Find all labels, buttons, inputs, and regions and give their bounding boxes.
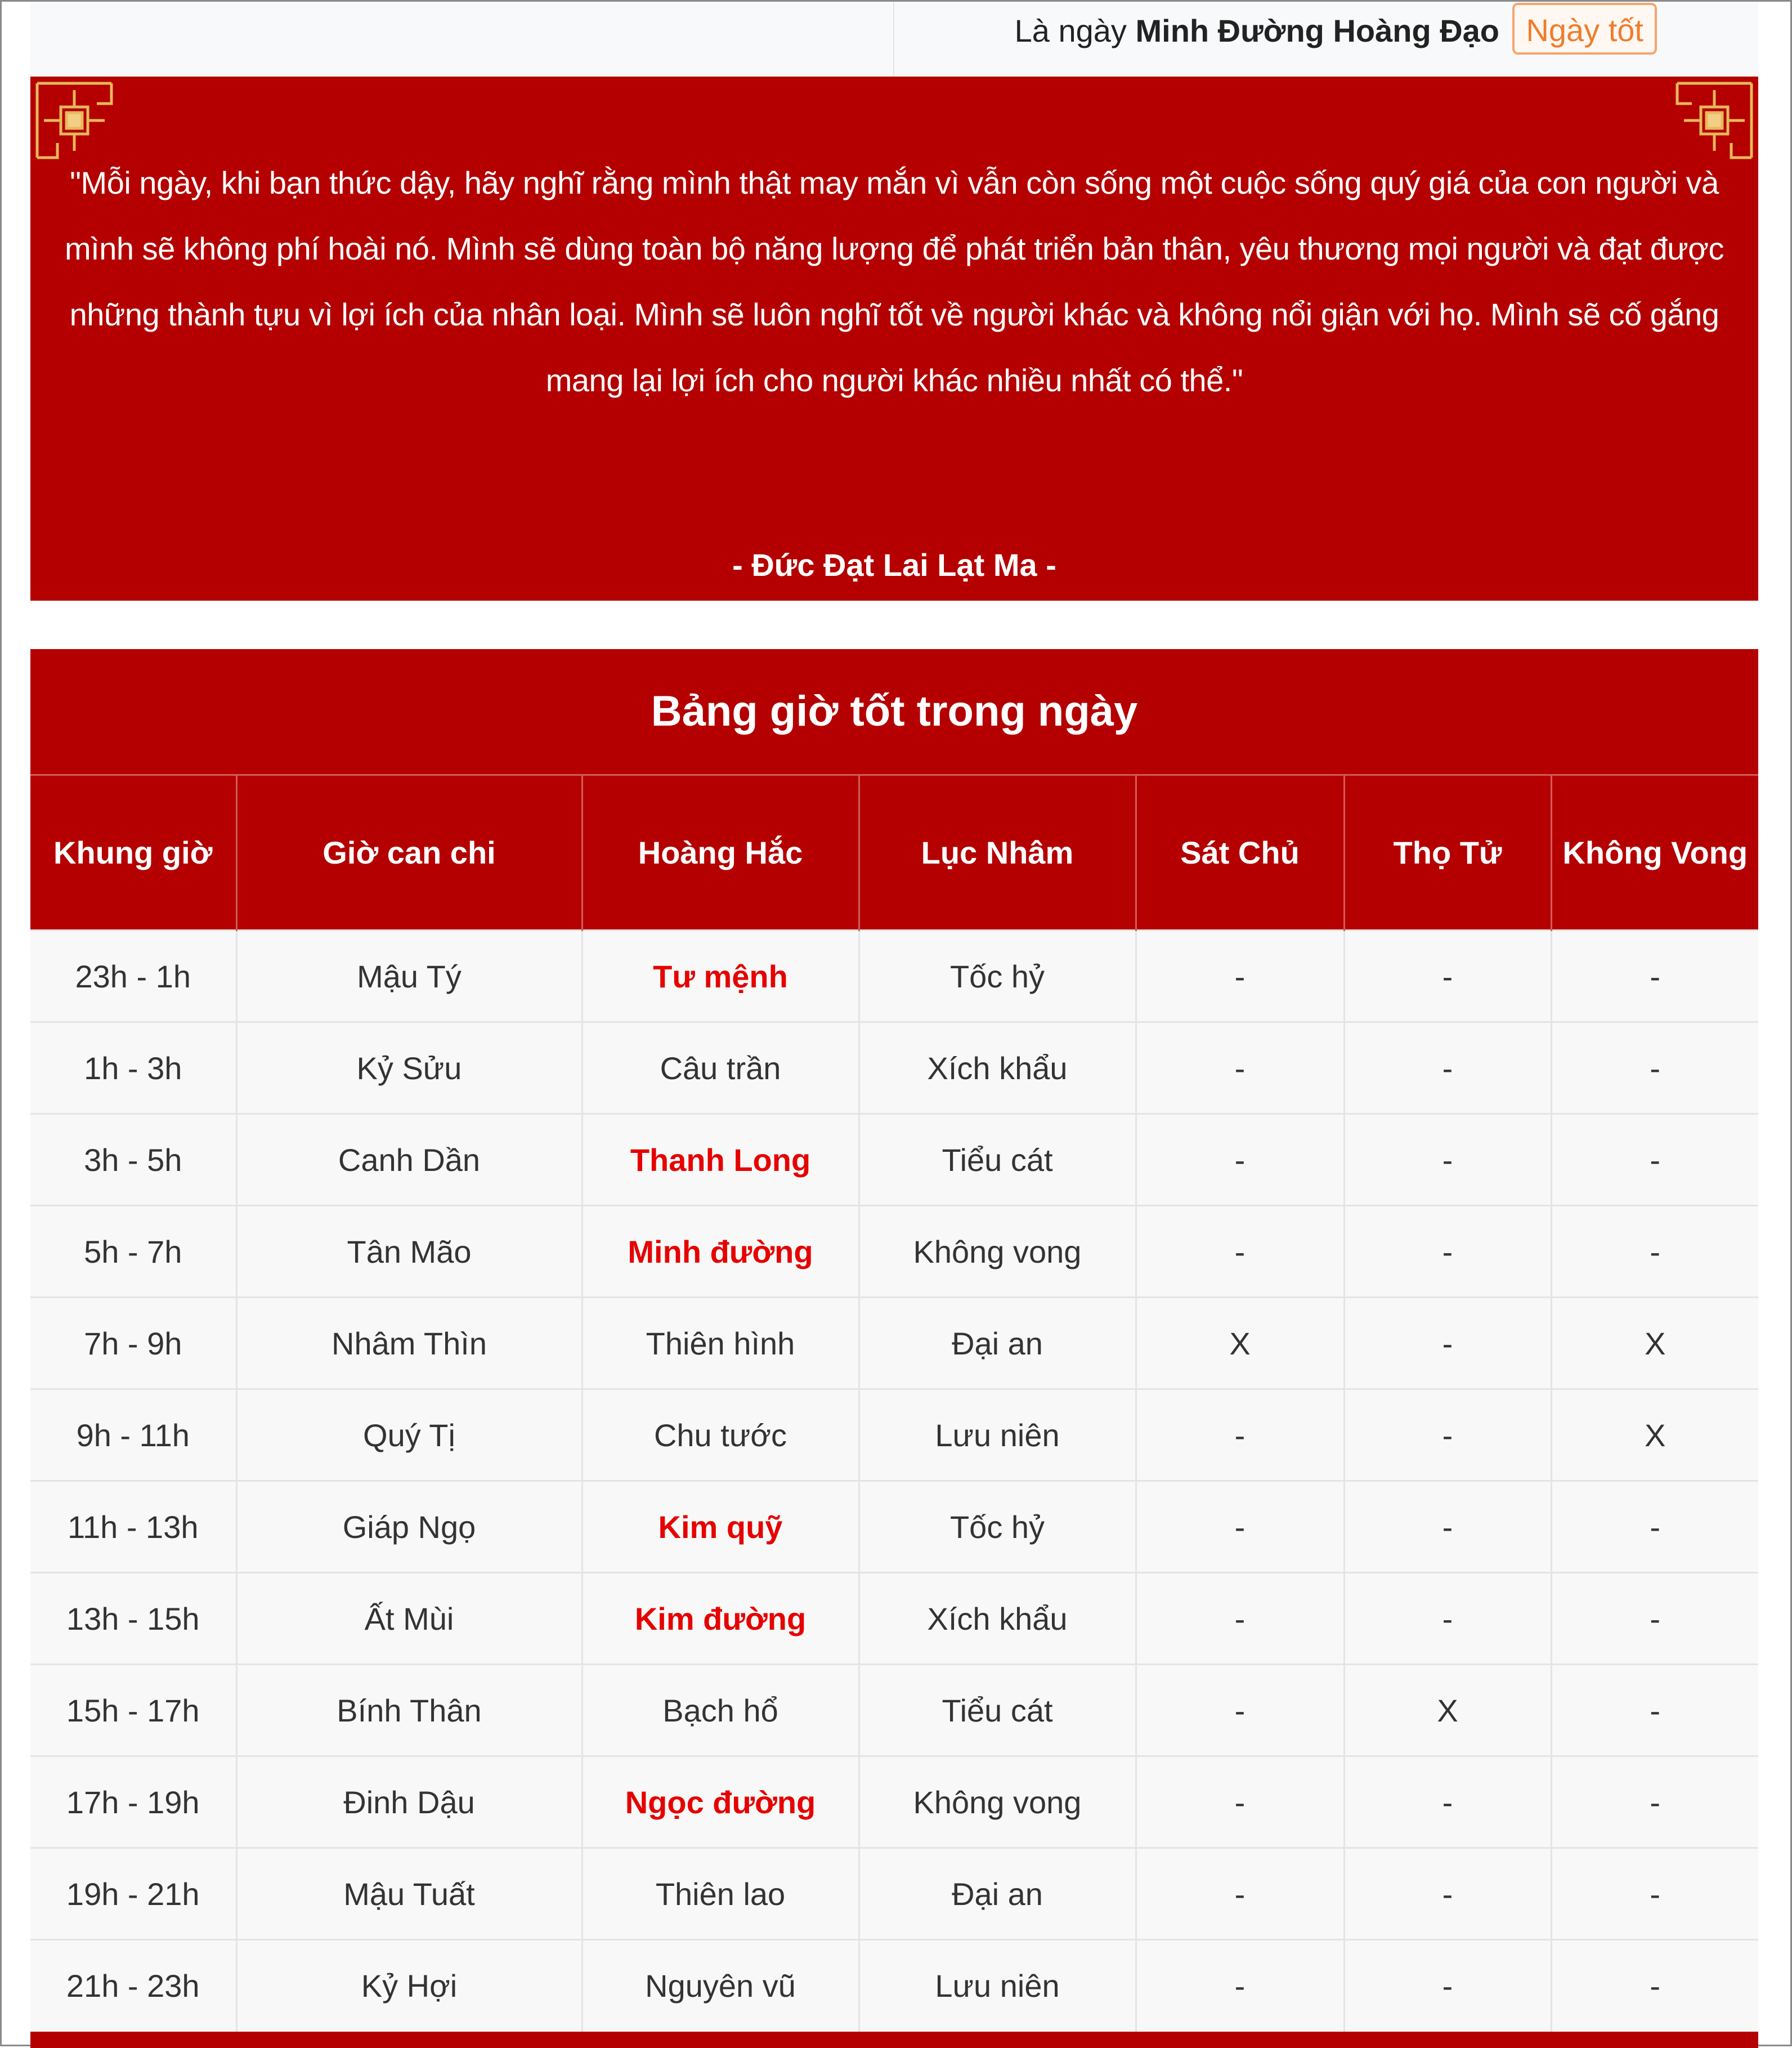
day-info-prefix: Là ngày	[1014, 13, 1136, 48]
cell-hoang-hac: Chu tước	[582, 1389, 859, 1481]
good-day-badge[interactable]: Ngày tốt	[1512, 3, 1657, 55]
cell-sat-chu: -	[1136, 1481, 1344, 1573]
cell-tho-tu: -	[1344, 1573, 1551, 1665]
cell-khong-vong: -	[1551, 1481, 1758, 1573]
table-row	[30, 1756, 1758, 1848]
cell-khong-vong: -	[1551, 1940, 1758, 2032]
cell-can-chi: Ất Mùi	[236, 1573, 582, 1665]
header-gio-can-chi: Giờ can chi	[236, 775, 582, 931]
cell-tho-tu: -	[1344, 1298, 1551, 1389]
cell-tho-tu: -	[1344, 1481, 1551, 1573]
cell-can-chi: Kỷ Hợi	[236, 1940, 582, 2032]
cell-luc-nham: Đại an	[859, 1848, 1136, 1940]
cell-can-chi: Bính Thân	[236, 1665, 582, 1756]
cell-can-chi: Nhâm Thìn	[236, 1298, 582, 1389]
cell-can-chi: Canh Dần	[236, 1114, 582, 1206]
table-row	[30, 1389, 1758, 1481]
cell-hoang-hac: Thanh Long	[582, 1114, 859, 1206]
cell-tho-tu: -	[1344, 1389, 1551, 1481]
cell-luc-nham: Tiểu cát	[859, 1114, 1136, 1206]
cell-khung-gio: 17h - 19h	[30, 1756, 236, 1848]
cell-sat-chu: -	[1136, 1389, 1344, 1481]
header-hoang-hac: Hoàng Hắc	[582, 775, 859, 931]
cell-khong-vong: -	[1551, 1665, 1758, 1756]
hours-table-title: Bảng giờ tốt trong ngày	[651, 687, 1138, 735]
cell-sat-chu: -	[1136, 1114, 1344, 1206]
cell-sat-chu: -	[1136, 1022, 1344, 1114]
cell-khong-vong: -	[1551, 1848, 1758, 1940]
table-row	[30, 1481, 1758, 1573]
cell-sat-chu: -	[1136, 1665, 1344, 1756]
cell-sat-chu: -	[1136, 931, 1344, 1022]
cell-can-chi: Mậu Tý	[236, 931, 582, 1022]
cell-khung-gio: 3h - 5h	[30, 1114, 236, 1206]
table-header-row	[30, 775, 1758, 931]
cell-tho-tu: -	[1344, 1114, 1551, 1206]
cell-sat-chu: -	[1136, 1573, 1344, 1665]
cell-khung-gio: 15h - 17h	[30, 1665, 236, 1756]
cell-luc-nham: Đại an	[859, 1298, 1136, 1389]
cell-hoang-hac: Câu trần	[582, 1022, 859, 1114]
cell-khong-vong: -	[1551, 1114, 1758, 1206]
cell-khung-gio: 1h - 3h	[30, 1022, 236, 1114]
cell-tho-tu: -	[1344, 1206, 1551, 1298]
cell-khung-gio: 11h - 13h	[30, 1481, 236, 1573]
cell-khung-gio: 7h - 9h	[30, 1298, 236, 1389]
cell-can-chi: Giáp Ngọ	[236, 1481, 582, 1573]
header-luc-nham: Lục Nhâm	[859, 775, 1136, 931]
cell-hoang-hac: Ngọc đường	[582, 1756, 859, 1848]
header-khong-vong: Không Vong	[1551, 775, 1758, 931]
cell-can-chi: Tân Mão	[236, 1206, 582, 1298]
cell-luc-nham: Tốc hỷ	[859, 931, 1136, 1022]
table-row	[30, 1022, 1758, 1114]
cell-luc-nham: Tiểu cát	[859, 1665, 1136, 1756]
cell-khung-gio: 23h - 1h	[30, 931, 236, 1022]
cell-can-chi: Quý Tị	[236, 1389, 582, 1481]
cell-hoang-hac: Kim quỹ	[582, 1481, 859, 1573]
cell-hoang-hac: Tư mệnh	[582, 931, 859, 1022]
header-khung-gio: Khung giờ	[30, 775, 236, 931]
table-row	[30, 1940, 1758, 2032]
cell-luc-nham: Xích khẩu	[859, 1573, 1136, 1665]
cell-tho-tu: -	[1344, 1756, 1551, 1848]
cell-khong-vong: X	[1551, 1389, 1758, 1481]
cell-hoang-hac: Thiên lao	[582, 1848, 859, 1940]
cell-sat-chu: -	[1136, 1940, 1344, 2032]
cell-sat-chu: -	[1136, 1756, 1344, 1848]
cell-tho-tu: X	[1344, 1665, 1551, 1756]
cell-luc-nham: Không vong	[859, 1756, 1136, 1848]
day-info-text	[1015, 8, 1499, 53]
cell-khong-vong: -	[1551, 1206, 1758, 1298]
cell-luc-nham: Lưu niên	[859, 1389, 1136, 1481]
cell-tho-tu: -	[1344, 1022, 1551, 1114]
quote-block	[30, 77, 1758, 601]
cell-hoang-hac: Kim đường	[582, 1573, 859, 1665]
quote-author: - Đức Đạt Lai Lạt Ma -	[732, 547, 1056, 583]
cell-sat-chu: -	[1136, 1848, 1344, 1940]
cell-khung-gio: 21h - 23h	[30, 1940, 236, 2032]
table-row	[30, 1848, 1758, 1940]
cell-khong-vong: -	[1551, 1573, 1758, 1665]
day-info-strip	[30, 2, 1758, 77]
table-row	[30, 1665, 1758, 1756]
table-row	[30, 931, 1758, 1022]
corner-ornament-icon	[35, 81, 114, 160]
panel-bottom-bar	[30, 2034, 1758, 2048]
good-hours-panel	[30, 649, 1758, 2048]
cell-khong-vong: -	[1551, 931, 1758, 1022]
cell-luc-nham: Xích khẩu	[859, 1022, 1136, 1114]
cell-khung-gio: 19h - 21h	[30, 1848, 236, 1940]
header-sat-chu: Sát Chủ	[1136, 775, 1344, 931]
cell-tho-tu: -	[1344, 931, 1551, 1022]
table-row	[30, 1298, 1758, 1389]
hours-table	[30, 774, 1758, 2032]
table-row	[30, 1206, 1758, 1298]
table-row	[30, 1573, 1758, 1665]
cell-hoang-hac: Nguyên vũ	[582, 1940, 859, 2032]
day-info-name: Minh Đường Hoàng Đạo	[1135, 13, 1499, 48]
cell-tho-tu: -	[1344, 1848, 1551, 1940]
cell-hoang-hac: Thiên hình	[582, 1298, 859, 1389]
header-tho-tu: Thọ Tử	[1344, 775, 1551, 931]
corner-ornament-icon	[1675, 81, 1754, 160]
cell-khung-gio: 5h - 7h	[30, 1206, 236, 1298]
cell-khong-vong: -	[1551, 1756, 1758, 1848]
cell-luc-nham: Không vong	[859, 1206, 1136, 1298]
cell-luc-nham: Lưu niên	[859, 1940, 1136, 2032]
quote-text: "Mỗi ngày, khi bạn thức dậy, hãy nghĩ rằng mình thật may mắn vì vẫn còn sống một cuộc sống quý giá của con người và mình sẽ không phí hoài nó. Mình sẽ dùng toàn bộ năng lượng để phát triển bản thân, yêu thương mọi người và đạt được những thành tựu vì lợi ích của nhân loại. Mình sẽ luôn nghĩ tốt về người khác và không nổi giận với họ. Mình sẽ cố gắng mang lại lợi ích cho người khác nhiều nhất có thể."	[65, 165, 1724, 398]
cell-khong-vong: X	[1551, 1298, 1758, 1389]
cell-luc-nham: Tốc hỷ	[859, 1481, 1136, 1573]
table-row	[30, 1114, 1758, 1206]
cell-khung-gio: 13h - 15h	[30, 1573, 236, 1665]
cell-sat-chu: -	[1136, 1206, 1344, 1298]
cell-can-chi: Kỷ Sửu	[236, 1022, 582, 1114]
cell-can-chi: Đinh Dậu	[236, 1756, 582, 1848]
cell-hoang-hac: Minh đường	[582, 1206, 859, 1298]
cell-hoang-hac: Bạch hổ	[582, 1665, 859, 1756]
cell-sat-chu: X	[1136, 1298, 1344, 1389]
cell-tho-tu: -	[1344, 1940, 1551, 2032]
cell-can-chi: Mậu Tuất	[236, 1848, 582, 1940]
cell-khong-vong: -	[1551, 1022, 1758, 1114]
strip-divider	[893, 2, 894, 77]
cell-khung-gio: 9h - 11h	[30, 1389, 236, 1481]
